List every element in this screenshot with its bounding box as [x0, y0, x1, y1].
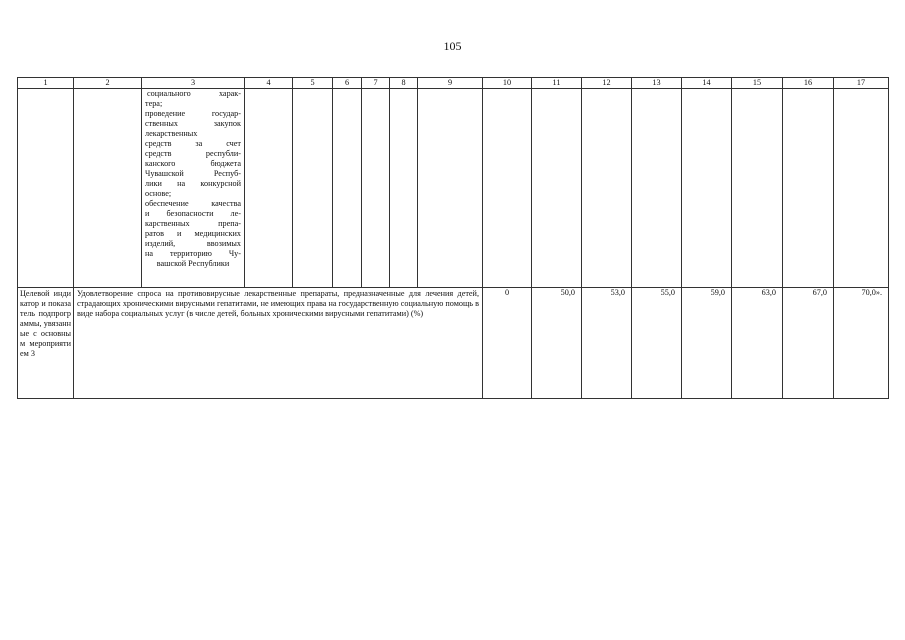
text-line: ратов и медицинских [145, 229, 241, 238]
continuation-row [18, 89, 889, 288]
column-number: 3 [142, 78, 245, 89]
table-cell [834, 89, 889, 288]
indicator-row [18, 288, 889, 399]
table-cell [582, 89, 632, 288]
indicator-value: 53,0 [582, 288, 632, 399]
text-line: проведение государ- [145, 109, 241, 118]
column-number: 7 [362, 78, 390, 89]
table-cell [682, 89, 732, 288]
table-cell [362, 89, 390, 288]
text-line: вашской Республики [156, 259, 230, 268]
text-line: лекарственных [145, 129, 198, 138]
table-cell [390, 89, 418, 288]
table-cell [632, 89, 682, 288]
column-number: 6 [333, 78, 362, 89]
column-number-row [18, 78, 889, 89]
column-number: 15 [732, 78, 783, 89]
indicator-value: 50,0 [532, 288, 582, 399]
page-number: 105 [443, 39, 462, 53]
table-cell [532, 89, 582, 288]
indicator-description: Удовлетворение спроса на противовирусные лекарственные препараты, предназначенные для лечения детей, страдающих хроническими вирусными гепатитами, не имеющих права на государственную социальную помощь в виде набора социальных услуг (в числе детей, больных хроническими вирусными гепатитами) (%) [74, 288, 483, 399]
table-cell [245, 89, 293, 288]
column-number: 2 [74, 78, 142, 89]
text-line: социального харак- [147, 89, 241, 98]
column-number: 14 [682, 78, 732, 89]
column-number: 1 [18, 78, 74, 89]
column-number: 8 [390, 78, 418, 89]
indicator-value: 59,0 [682, 288, 732, 399]
table-cell [483, 89, 532, 288]
table-cell [293, 89, 333, 288]
column-number: 9 [418, 78, 483, 89]
table-cell [783, 89, 834, 288]
text-line: обеспечение качества [145, 199, 241, 208]
table-cell [732, 89, 783, 288]
measures-text-cell [142, 89, 245, 288]
table-cell [74, 89, 142, 288]
budget-table [17, 77, 889, 399]
text-line: карственных препа- [145, 219, 241, 228]
indicator-value: 0 [483, 288, 532, 399]
text-line: лики на конкурсной [145, 179, 241, 188]
text-line: тера; [145, 99, 163, 108]
text-line: средств за счет [145, 139, 241, 148]
indicator-value: 70,0». [834, 288, 889, 399]
table-cell [18, 89, 74, 288]
column-number: 12 [582, 78, 632, 89]
table-cell [333, 89, 362, 288]
column-number: 5 [293, 78, 333, 89]
column-number: 13 [632, 78, 682, 89]
indicator-value: 55,0 [632, 288, 682, 399]
text-line: на территорию Чу- [145, 249, 241, 258]
column-number: 16 [783, 78, 834, 89]
text-line: канского бюджета [145, 159, 241, 168]
text-line: изделий, ввозимых [145, 239, 241, 248]
text-line: средств республи- [145, 149, 241, 158]
text-line: Чувашской Респуб- [145, 169, 241, 178]
text-line: ственных закупок [145, 119, 241, 128]
column-number: 4 [245, 78, 293, 89]
text-line: и безопасности ле- [145, 209, 241, 218]
column-number: 17 [834, 78, 889, 89]
indicator-value: 67,0 [783, 288, 834, 399]
table-cell [418, 89, 483, 288]
column-number: 11 [532, 78, 582, 89]
column-number: 10 [483, 78, 532, 89]
indicator-label: Целевой индикатор и показатель подпрограммы, увязанные с основным мероприятием 3 [18, 288, 74, 399]
indicator-value: 63,0 [732, 288, 783, 399]
text-line: основе; [145, 189, 172, 198]
